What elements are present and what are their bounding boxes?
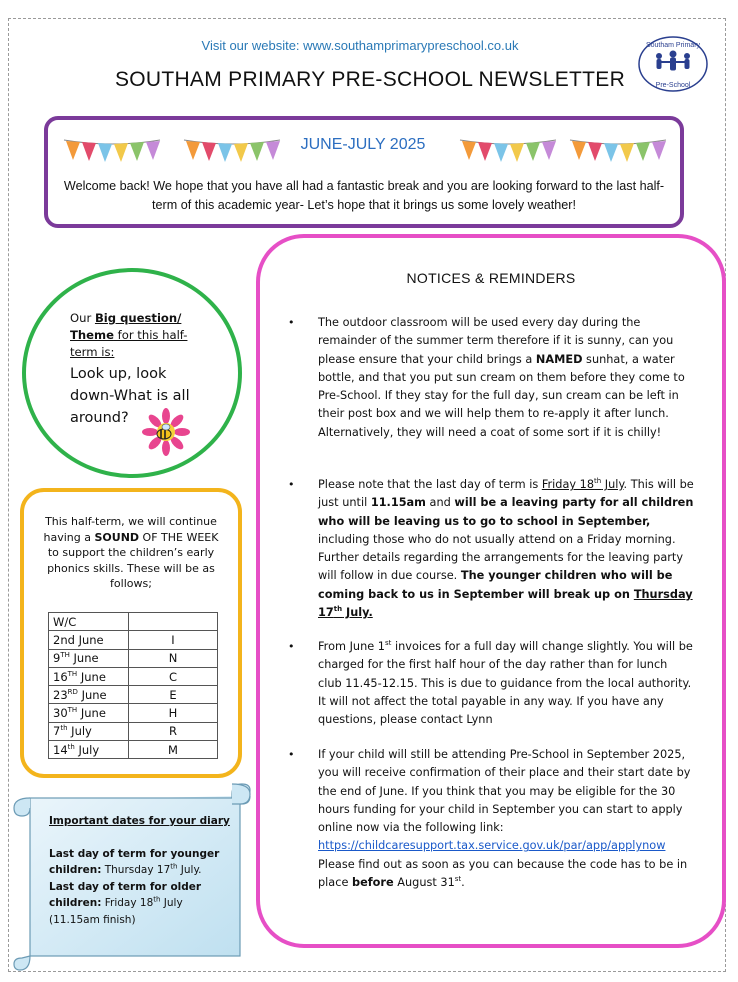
sound-word: SOUND bbox=[94, 530, 140, 544]
sound-cell: H bbox=[129, 704, 218, 722]
sound-cell: E bbox=[129, 686, 218, 704]
summer-bunting-icon bbox=[182, 136, 282, 166]
younger-children-date: Last day of term for younger children: Thursday 17th July. bbox=[49, 847, 220, 876]
week-cell: 30TH June bbox=[49, 704, 129, 722]
sound-cell: R bbox=[129, 722, 218, 740]
notices-box bbox=[256, 234, 726, 948]
week-cell: 23RD June bbox=[49, 686, 129, 704]
big-question-intro-end: for this half-term is: bbox=[70, 328, 188, 359]
older-children-note: (11.15am finish) bbox=[49, 913, 136, 926]
welcome-message: Welcome back! We hope that you have all had a fantastic break and you are looking forward to the last half-term of this academic year- Let’s hope that it brings us some lovely weather! bbox=[63, 179, 665, 212]
bullet-icon: • bbox=[288, 640, 295, 653]
newsletter-title: SOUTHAM PRIMARY PRE-SCHOOL NEWSLETTER bbox=[114, 68, 626, 91]
svg-text:Pre-School: Pre-School bbox=[655, 82, 691, 89]
banner-box bbox=[44, 116, 684, 228]
big-question-circle bbox=[22, 268, 242, 478]
table-row bbox=[49, 667, 218, 685]
table-header-cell: W/C bbox=[49, 613, 129, 631]
bullet-icon: • bbox=[288, 748, 295, 761]
sound-table bbox=[48, 612, 218, 759]
summer-bunting-icon bbox=[458, 136, 558, 166]
sound-cell: N bbox=[129, 649, 218, 667]
table-row bbox=[49, 722, 218, 740]
important-dates bbox=[49, 813, 235, 928]
sound-cell: C bbox=[129, 667, 218, 685]
notice-last-day: Please note that the last day of term is Friday 18th July. This will be just until 11.15am and will be a leaving party for all children who will be leaving us to go to school in September, including those who do not usually attend on a Friday morning. Further details regarding the arrangements for the leaving party will follow in due course. The younger children who will be coming back to us in September will break up on Thursday 17th July. bbox=[318, 477, 694, 620]
funding-link[interactable]: https://childcaresupport.tax.service.gov.uk/par/app/applynow bbox=[318, 839, 666, 853]
notice-invoices: From June 1st invoices for a full day will change slightly. You will be charged for the first half hour of the day rather than for lunch club 11.45-12.15. This is due to guidance from the local authority. It will not affect the total payable in any way. If you have any questions, please contact Lynn bbox=[318, 639, 693, 727]
week-cell: 2nd June bbox=[49, 631, 129, 649]
week-cell: 9TH June bbox=[49, 649, 129, 667]
table-row bbox=[49, 649, 218, 667]
important-dates-heading: Important dates for your diary bbox=[49, 815, 230, 827]
sound-intro bbox=[38, 514, 224, 592]
sound-cell: M bbox=[129, 741, 218, 759]
date-range: JUNE-JULY 2025 bbox=[300, 136, 426, 153]
bullet-icon: • bbox=[288, 478, 295, 491]
sound-of-week-box bbox=[20, 488, 242, 778]
notice-september: If your child will still be attending Pre-School in September 2025, you will receive confirmation of their place and their start date by the end of June. If you think that you may be eligible for the 30 hours funding for your child in September you can start to apply online now via the following link: https://childcaresupport.tax.service.gov.uk/par/app/applynow Please find out as soon as you can because the code has to be in place before August 31st. bbox=[318, 748, 691, 890]
table-row bbox=[49, 704, 218, 722]
summer-bunting-icon bbox=[568, 136, 668, 166]
week-cell: 7th July bbox=[49, 722, 129, 740]
sound-cell: I bbox=[129, 631, 218, 649]
bullet-icon: • bbox=[288, 316, 295, 329]
table-row bbox=[49, 741, 218, 759]
table-row bbox=[49, 686, 218, 704]
flower-bee-icon bbox=[142, 408, 190, 456]
notices-title: NOTICES & REMINDERS bbox=[406, 270, 576, 286]
website-text: Visit our website: www.southamprimarypreschool.co.uk bbox=[201, 38, 519, 53]
svg-text:Southam Primary: Southam Primary bbox=[645, 42, 701, 49]
table-header-cell bbox=[129, 613, 218, 631]
summer-bunting-icon bbox=[62, 136, 162, 166]
table-header-row bbox=[49, 613, 218, 631]
older-children-date: Last day of term for older children: Friday 18th July bbox=[49, 880, 202, 909]
sound-intro-start: This half-term, we will continue having a bbox=[43, 515, 217, 544]
table-row bbox=[49, 631, 218, 649]
sound-intro-end: OF THE WEEK to support the children’s early phonics skills. These will be as follows; bbox=[47, 530, 219, 590]
big-question: Look up, look down-What is all around? bbox=[70, 366, 190, 426]
preschool-logo bbox=[637, 34, 709, 94]
week-cell: 14th July bbox=[49, 741, 129, 759]
big-question-intro: Our bbox=[70, 311, 95, 325]
notice-sun-safety: The outdoor classroom will be used every day during the remainder of the summer term therefore if it is sunny, can you please ensure that your child brings a NAMED sunhat, a water bottle, and that you put sun cream on them before they come to Pre-School. If they stay for the full day, sun cream can be left in their post box and we will help them to re-apply it after lunch. Alternatively, they will need a coat of some sort if it is chilly! bbox=[318, 316, 685, 439]
week-cell: 16TH June bbox=[49, 667, 129, 685]
big-question-label: Big question/ Theme bbox=[70, 311, 182, 342]
